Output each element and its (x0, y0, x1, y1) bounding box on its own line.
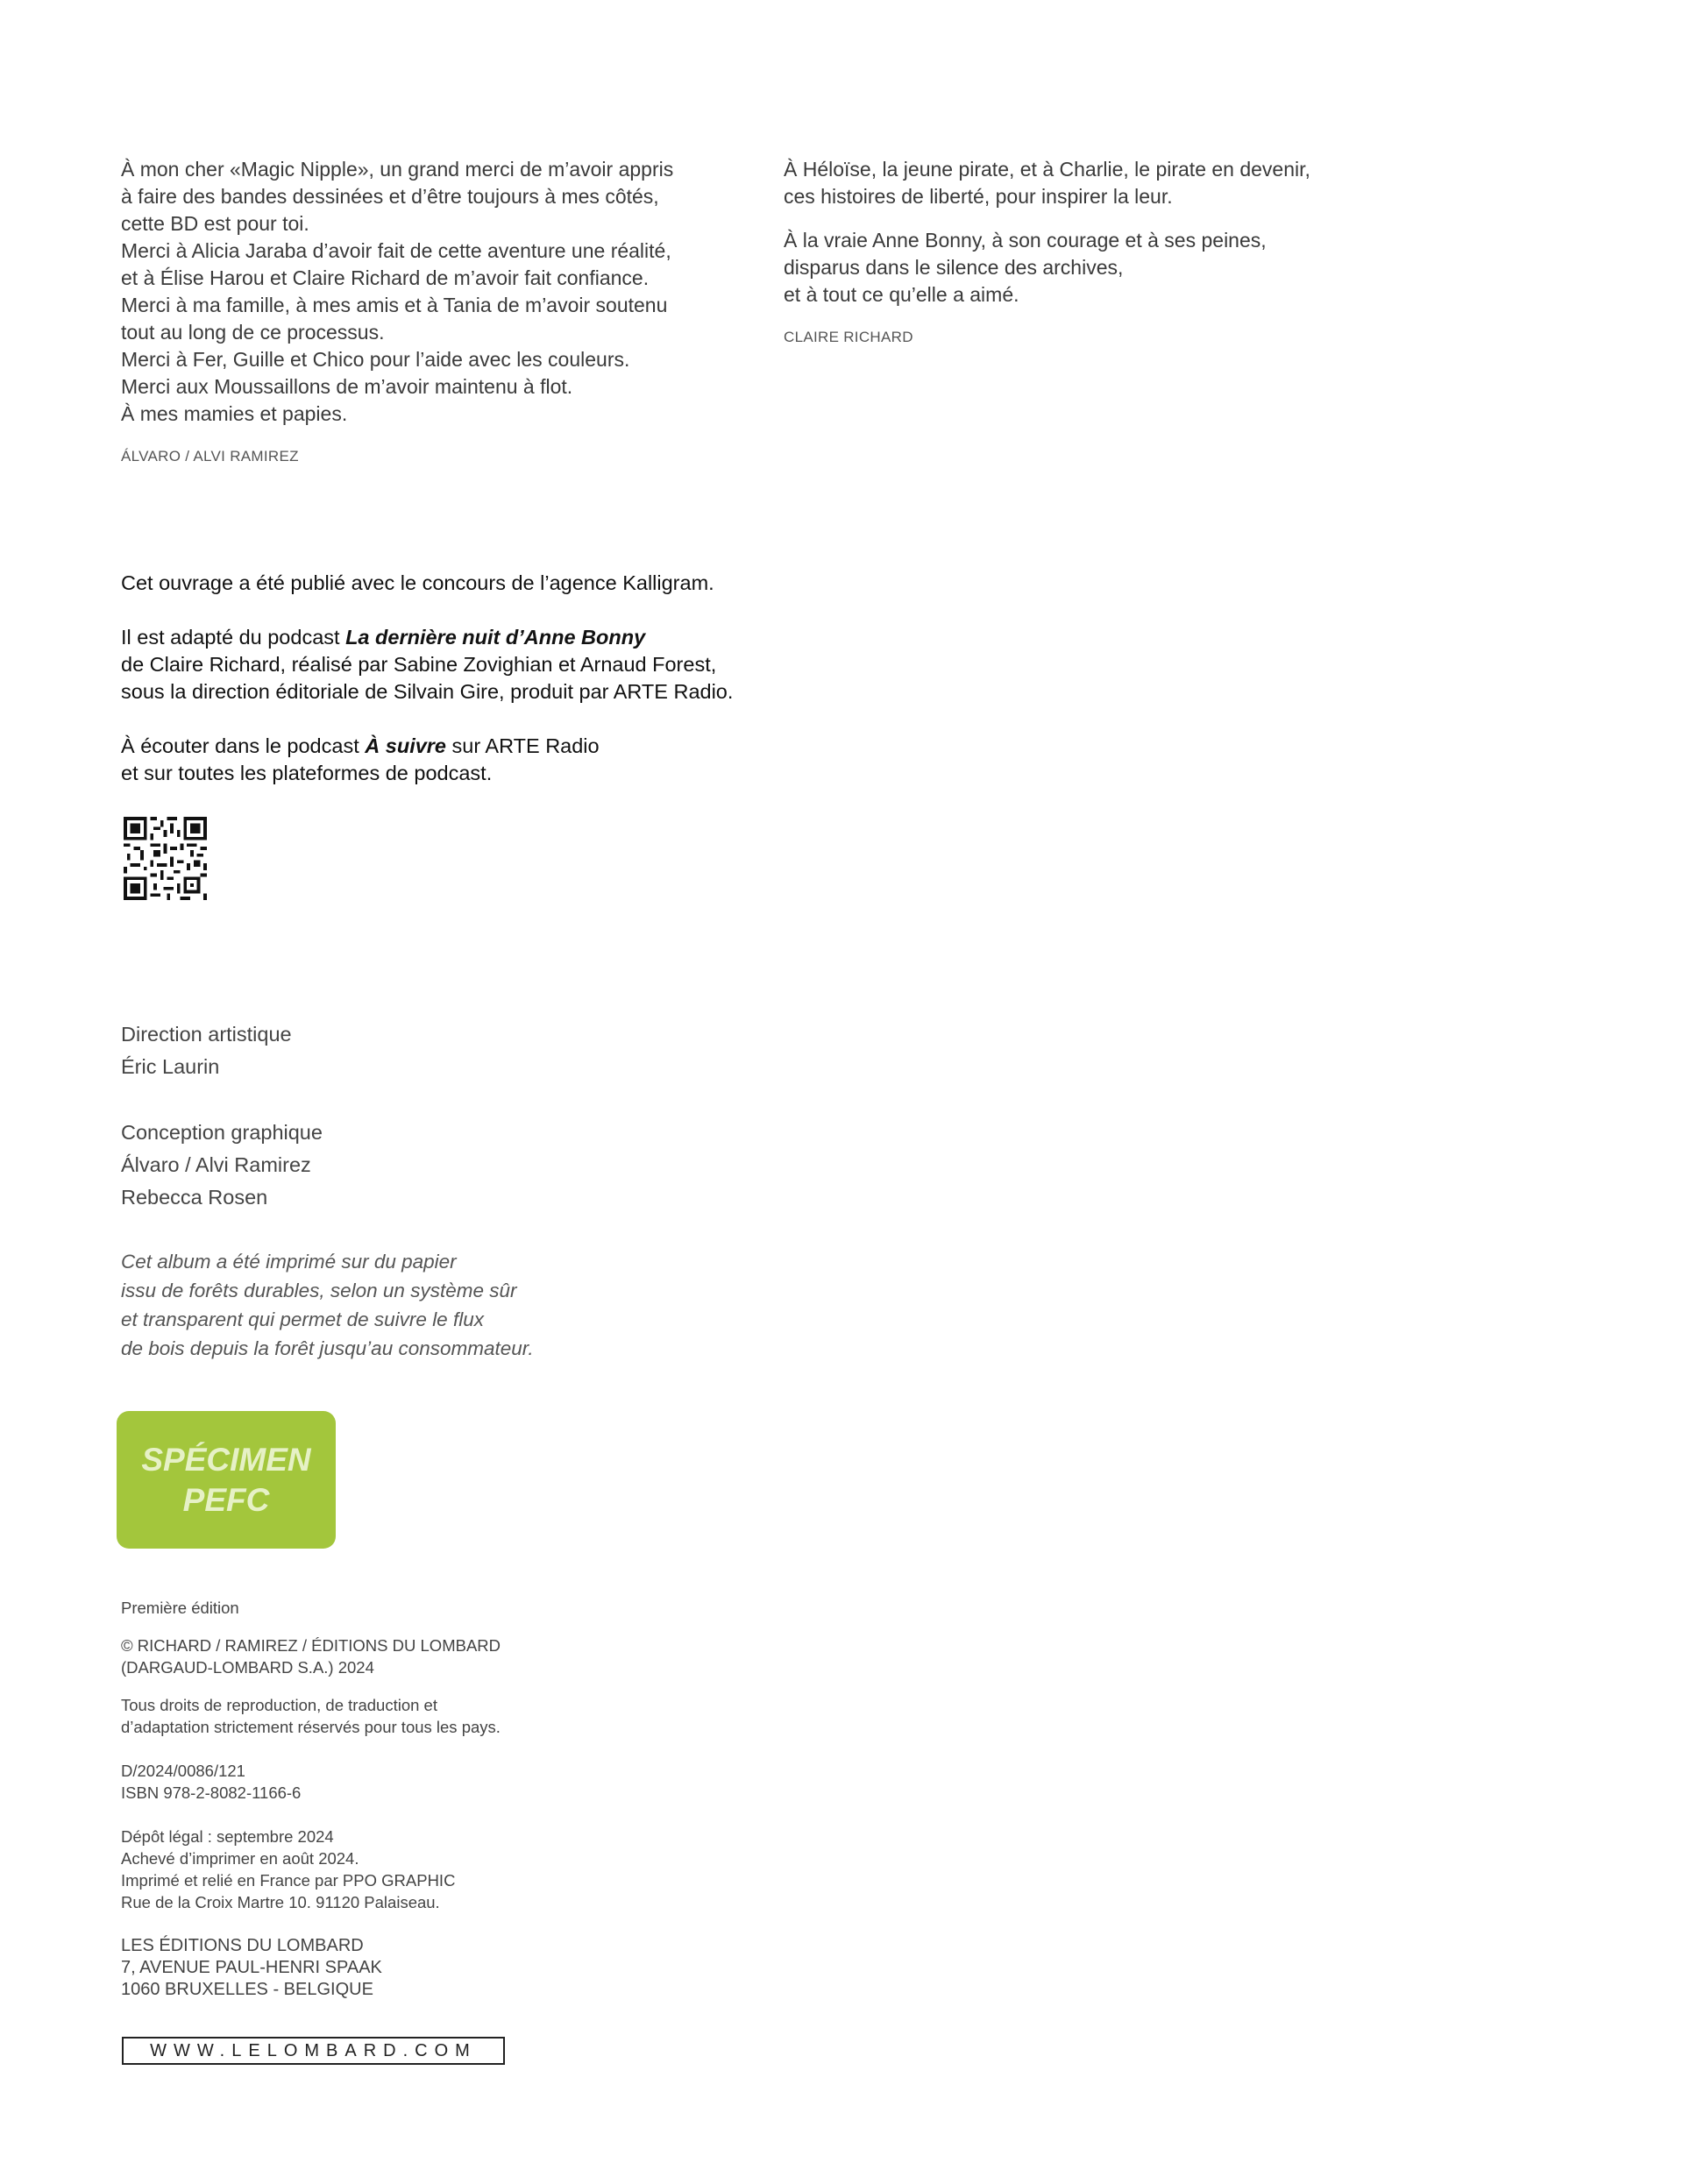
printing-line: Achevé d’imprimer en août 2024. (121, 1849, 359, 1868)
eco-note-line: et transparent qui permet de suivre le flux (121, 1308, 484, 1330)
dedication-line: À mon cher «Magic Nipple», un grand merci de m’avoir appris (121, 158, 674, 181)
publication-podcast-line: de Claire Richard, réalisé par Sabine Zovighian et Arnaud Forest, (121, 653, 717, 676)
pefc-specimen-logo (117, 1411, 336, 1549)
graphic-design-name: Rebecca Rosen (121, 1186, 268, 1209)
copyright-line: (DARGAUD-LOMBARD S.A.) 2024 (121, 1658, 374, 1677)
dedication-line: Merci aux Moussaillons de m’avoir maintenu à flot. (121, 375, 573, 398)
publication-podcast-prefix: Il est adapté du podcast (121, 626, 346, 649)
podcast-title: La dernière nuit d’Anne Bonny (345, 626, 646, 649)
legal-id: ISBN 978-2-8082-1166-6 (121, 1783, 302, 1802)
eco-note-line: Cet album a été imprimé sur du papier (121, 1251, 457, 1273)
dedication-line: et à tout ce qu’elle a aimé. (784, 283, 1019, 306)
dedication-line: ces histoires de liberté, pour inspirer la leur. (784, 185, 1173, 208)
dedication-line: À Héloïse, la jeune pirate, et à Charlie, le pirate en devenir, (784, 158, 1310, 181)
graphic-design-name: Álvaro / Alvi Ramirez (121, 1153, 311, 1176)
address-line: LES ÉDITIONS DU LOMBARD (121, 1936, 364, 1955)
printing-line: Rue de la Croix Martre 10. 91120 Palaiseau. (121, 1893, 440, 1911)
address-line: 7, AVENUE PAUL-HENRI SPAAK (121, 1958, 382, 1977)
art-direction-name: Éric Laurin (121, 1055, 220, 1078)
dedication-line: Merci à Alicia Jaraba d’avoir fait de cette aventure une réalité, (121, 239, 671, 262)
dedication-line: Merci à Fer, Guille et Chico pour l’aide avec les couleurs. (121, 348, 630, 371)
edition: Première édition (121, 1599, 239, 1617)
website-link[interactable]: WWW.LELOMBARD.COM (122, 2037, 505, 2065)
eco-note-line: de bois depuis la forêt jusqu’au consommateur. (121, 1337, 534, 1359)
publication-listen (121, 733, 910, 787)
dedication-left (121, 156, 717, 428)
legal-info (121, 1597, 822, 2001)
dedication-line: tout au long de ce processus. (121, 321, 385, 344)
publication-podcast-line: sous la direction éditoriale de Silvain Gire, produit par ARTE Radio. (121, 680, 734, 703)
eco-note (121, 1247, 735, 1363)
eco-note-line: issu de forêts durables, selon un système sûr (121, 1280, 517, 1301)
rights-line: Tous droits de reproduction, de traduction et (121, 1696, 437, 1714)
publication-podcast (121, 624, 910, 706)
dedication-right (784, 156, 1415, 308)
publication-agency: Cet ouvrage a été publié avec le concours de l’agence Kalligram. (121, 571, 714, 594)
publication-listen-line: et sur toutes les plateformes de podcast. (121, 762, 493, 784)
dedication-line: et à Élise Harou et Claire Richard de m’avoir fait confiance. (121, 266, 650, 289)
printing-line: Imprimé et relié en France par PPO GRAPHIC (121, 1871, 456, 1890)
pefc-line: PEFC (182, 1481, 270, 1518)
qr-code-icon[interactable] (124, 817, 207, 900)
art-direction-label: Direction artistique (121, 1023, 292, 1046)
copyright-line: © RICHARD / RAMIREZ / ÉDITIONS DU LOMBARD (121, 1636, 501, 1655)
dedication-line: À mes mamies et papies. (121, 402, 348, 425)
publication-info (121, 570, 910, 814)
series-title: À suivre (365, 734, 447, 757)
publication-listen-prefix: À écouter dans le podcast (121, 734, 366, 757)
dedication-line: À la vraie Anne Bonny, à son courage et à ses peines, (784, 229, 1267, 252)
publication-listen-suffix: sur ARTE Radio (446, 734, 600, 757)
printing-line: Dépôt légal : septembre 2024 (121, 1827, 334, 1846)
dedication-line: Merci à ma famille, à mes amis et à Tania de m’avoir soutenu (121, 294, 668, 316)
legal-id: D/2024/0086/121 (121, 1762, 245, 1780)
rights-line: d’adaptation strictement réservés pour tous les pays. (121, 1718, 501, 1736)
credits (121, 1018, 647, 1214)
dedication-line: cette BD est pour toi. (121, 212, 309, 235)
dedication-line: à faire des bandes dessinées et d’être toujours à mes côtés, (121, 185, 659, 208)
dedication-right-signature: CLAIRE RICHARD (784, 329, 913, 345)
graphic-design-label: Conception graphique (121, 1121, 323, 1144)
pefc-line: SPÉCIMEN (141, 1441, 311, 1478)
dedication-left-signature: ÁLVARO / ALVI RAMIREZ (121, 448, 299, 464)
address-line: 1060 BRUXELLES - BELGIQUE (121, 1980, 373, 1999)
dedication-line: disparus dans le silence des archives, (784, 256, 1124, 279)
